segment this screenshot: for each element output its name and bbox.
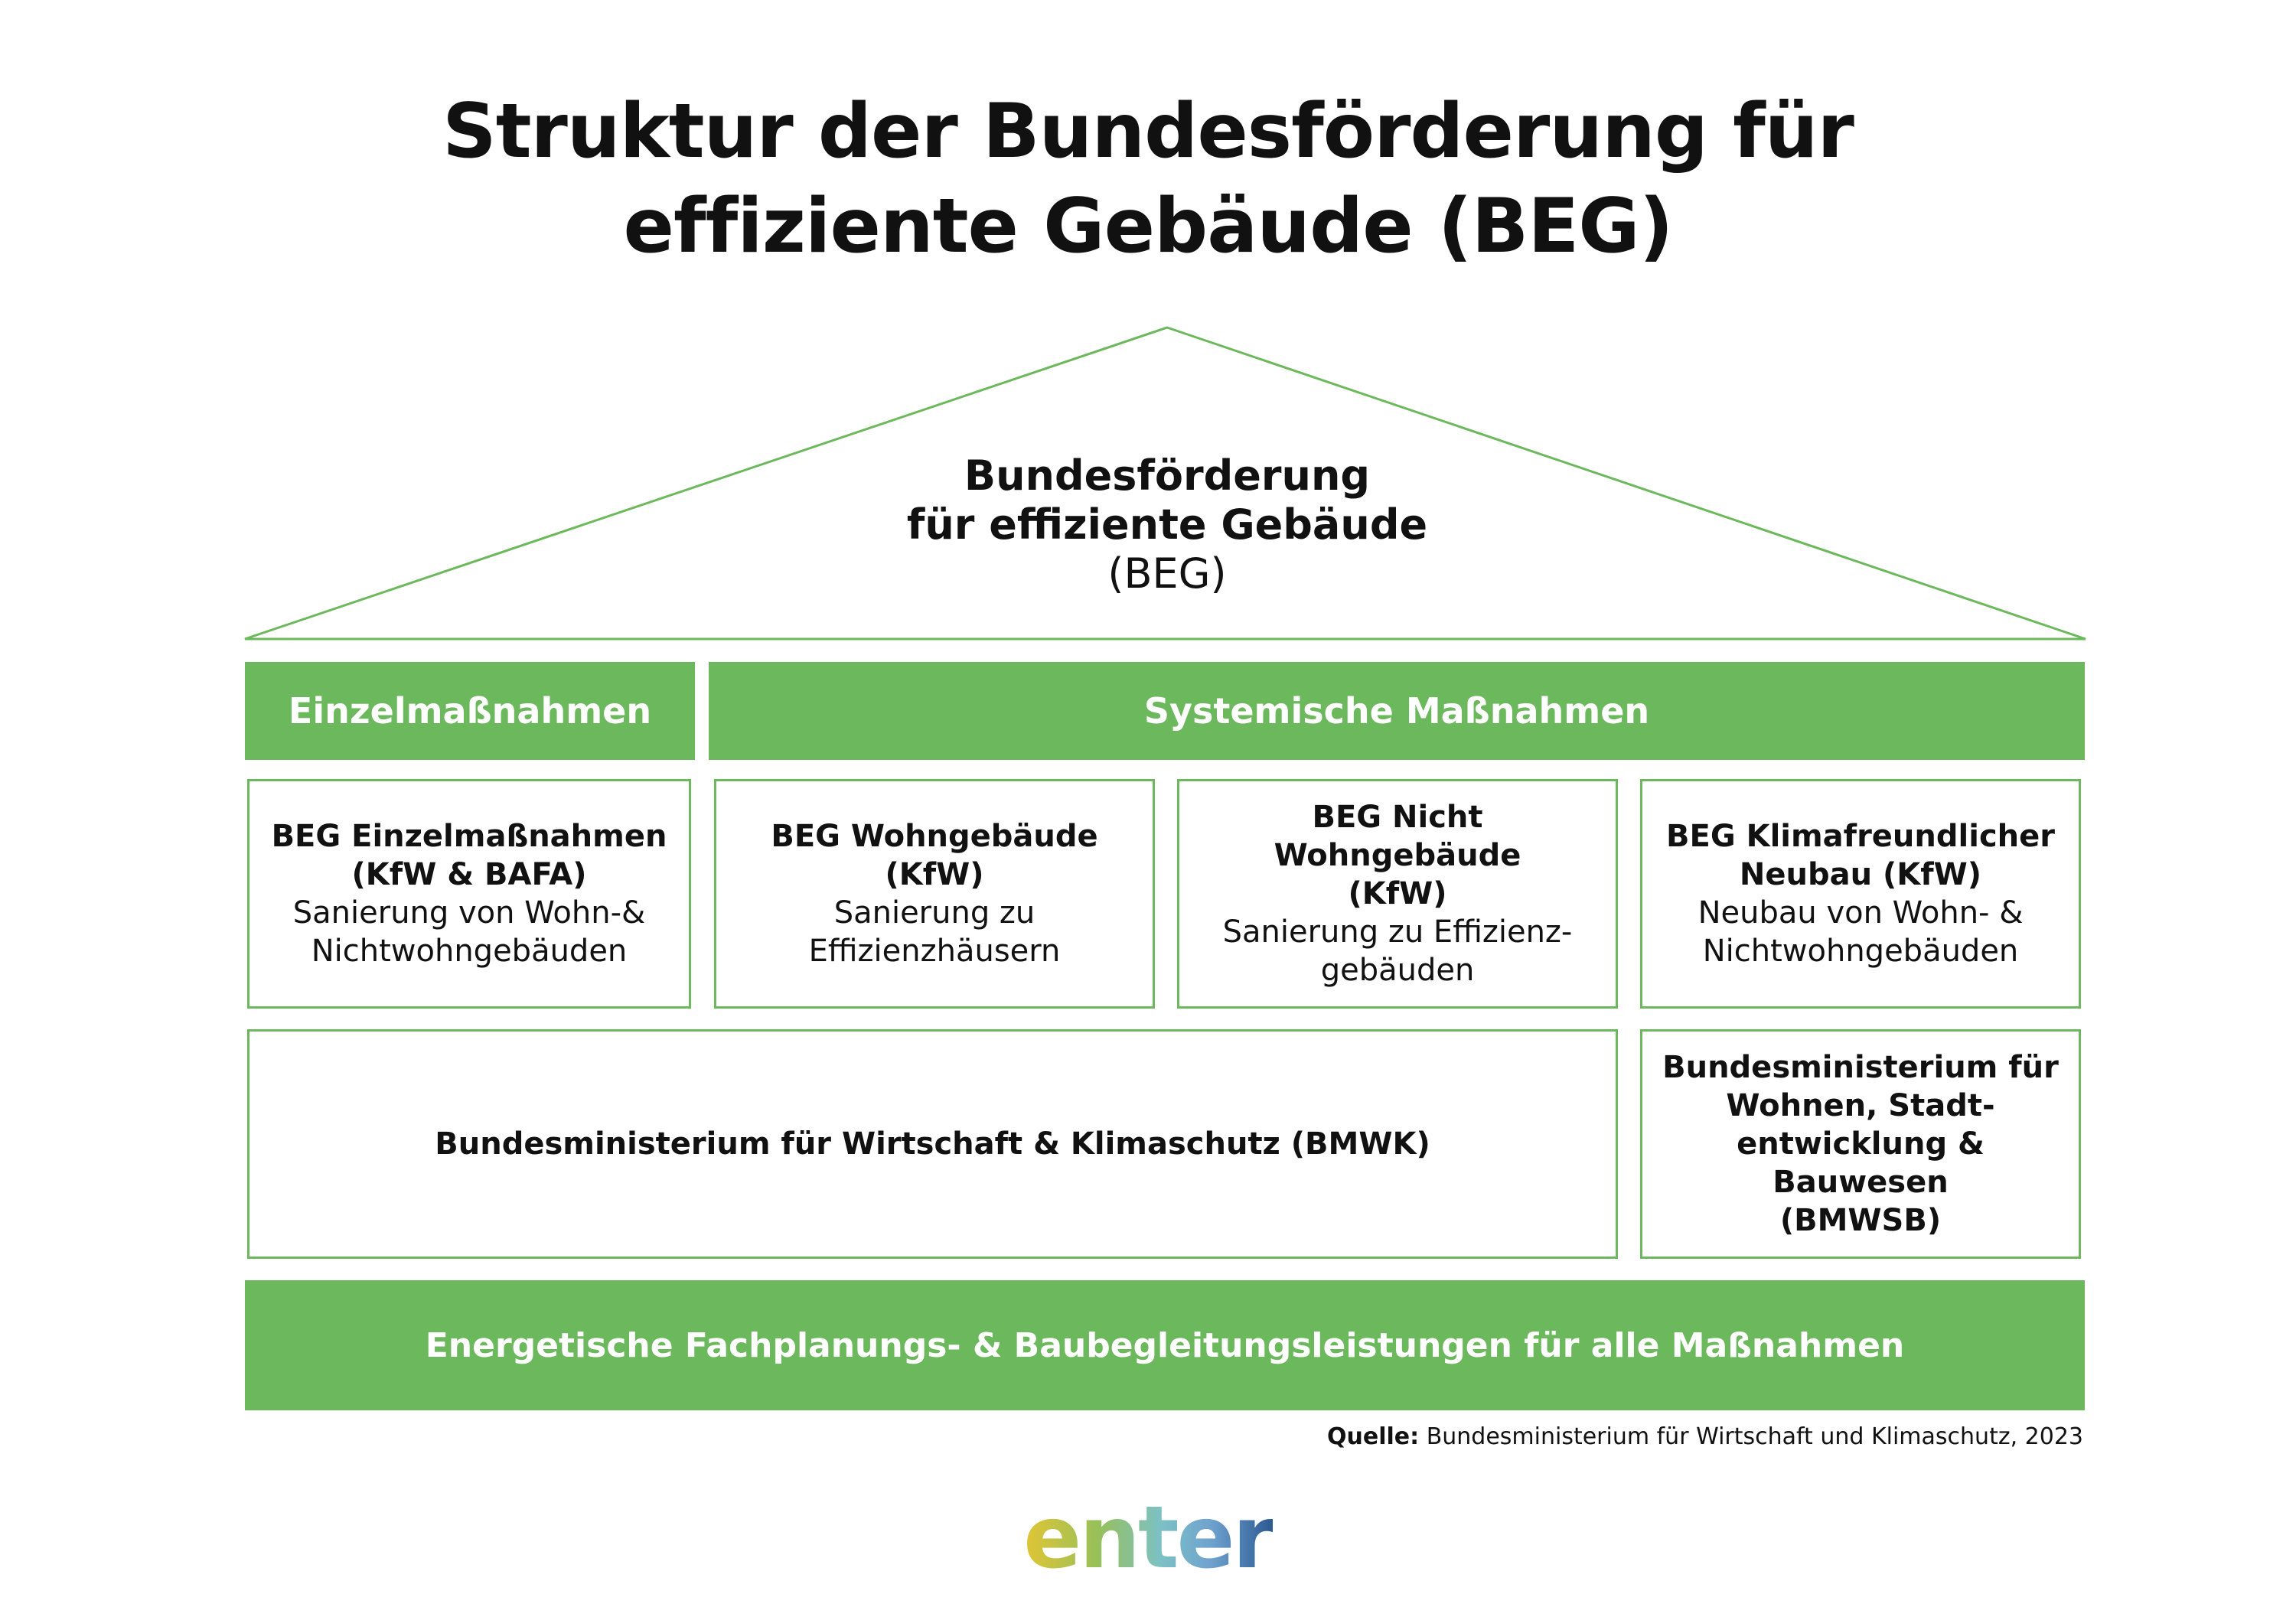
program-box-klimafreundlicher-neubau (1640, 779, 2081, 1009)
program-box-nichtwohngebaeude (1177, 779, 1618, 1009)
program-description: Sanierung zu Effizienz- (1222, 914, 1573, 950)
program-description: Sanierung von Wohn-& (292, 895, 646, 931)
ministry-box-bmwk (247, 1029, 1618, 1259)
header-einzelmassnahmen (245, 662, 695, 760)
enter-logo-text: enter (1023, 1488, 1273, 1588)
ministry-bmwsb-line: (BMWSB) (1779, 1203, 1942, 1238)
foundation-label: Energetische Fachplanungs- & Baubegleitungsleistungen für alle Maßnahmen (425, 1325, 1905, 1365)
source-label: Quelle: (1327, 1423, 1420, 1450)
program-description: Nichtwohngebäuden (311, 934, 628, 969)
header-einzelmassnahmen-label: Einzelmaßnahmen (288, 690, 652, 732)
program-box-einzelmassnahmen (247, 779, 691, 1009)
roof-label-line-2: für effiziente Gebäude (906, 500, 1428, 549)
enter-logo (0, 1488, 2296, 1588)
program-description: Nichtwohngebäuden (1702, 934, 2019, 969)
program-description: Neubau von Wohn- & (1698, 895, 2024, 931)
program-title: BEG Wohngebäude (KfW) (771, 819, 1098, 892)
ministry-bmwsb-line: entwicklung & Bauwesen (1737, 1126, 1985, 1200)
title-line-2: effiziente Gebäude (BEG) (623, 183, 1673, 270)
header-systemische-massnahmen (709, 662, 2085, 760)
title-line-1: Struktur der Bundesförderung für (442, 88, 1854, 175)
roof-label (765, 451, 1569, 598)
ministry-box-bmwsb (1640, 1029, 2081, 1259)
program-title: (KfW & BAFA) (351, 857, 587, 892)
program-title: (KfW) (1348, 876, 1447, 911)
ministry-bmwk-label: Bundesministerium für Wirtschaft & Klimaschutz (BMWK) (435, 1126, 1430, 1162)
ministry-bmwsb-line: Wohnen, Stadt- (1726, 1088, 1995, 1123)
program-box-wohngebaeude (714, 779, 1155, 1009)
ministry-bmwsb-line: Bundesministerium für (1662, 1050, 2059, 1085)
program-description: Effizienzhäusern (808, 934, 1061, 969)
program-title: BEG Einzelmaßnahmen (271, 819, 667, 854)
program-title: BEG Klimafreundlicher (1666, 819, 2055, 854)
program-description: gebäuden (1320, 953, 1475, 988)
source-text: Bundesministerium für Wirtschaft und Klimaschutz, 2023 (1426, 1423, 2083, 1450)
roof-label-line-1: Bundesförderung (964, 451, 1371, 500)
program-description: Sanierung zu (833, 895, 1035, 931)
program-title: Neubau (KfW) (1739, 857, 1982, 892)
header-systemische-label: Systemische Maßnahmen (1143, 690, 1650, 732)
foundation-bar (245, 1280, 2085, 1410)
program-title: BEG Nicht Wohngebäude (1274, 800, 1521, 873)
source-note (1327, 1423, 2083, 1450)
roof-label-line-3: (BEG) (1107, 549, 1227, 598)
